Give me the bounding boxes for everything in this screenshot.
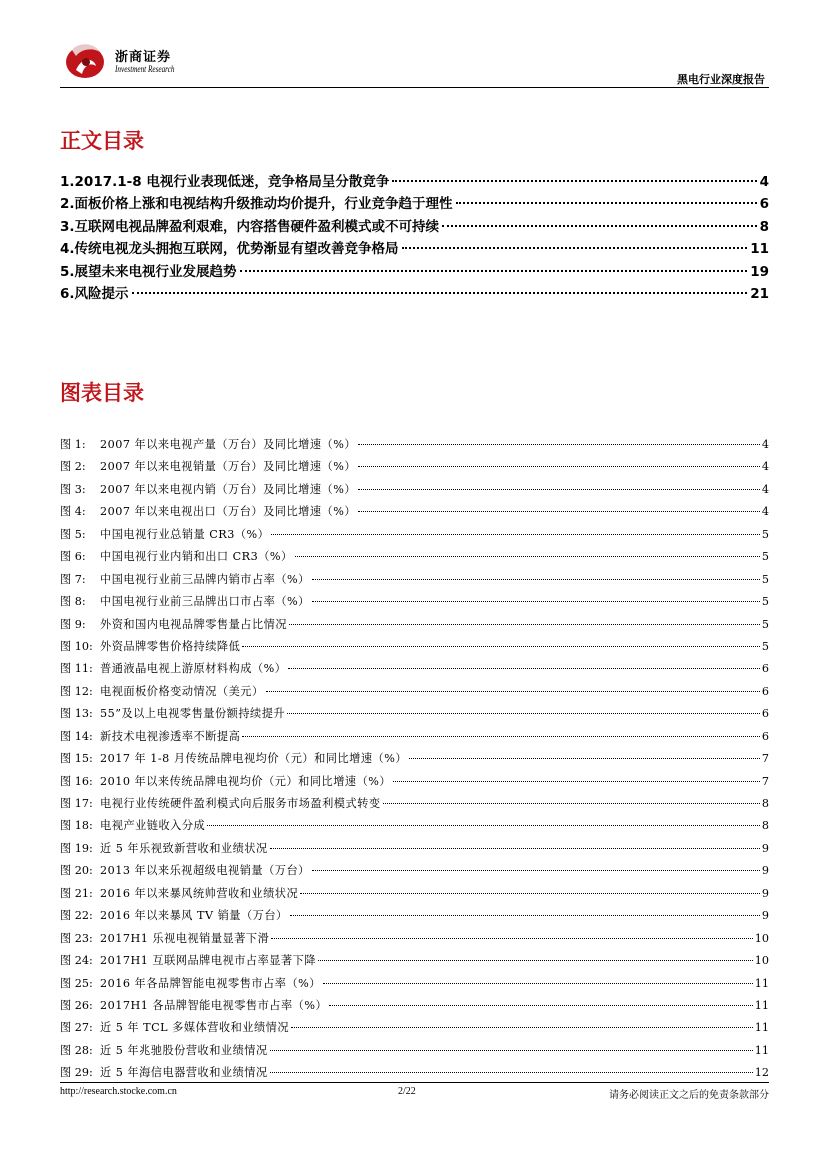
figure-entry-label: 图 21: xyxy=(60,886,93,900)
figure-entry-label: 图 2: xyxy=(60,460,86,474)
figure-entry[interactable] xyxy=(60,1042,769,1064)
dot-leader xyxy=(270,1072,753,1073)
figure-entry-page: 4 xyxy=(761,482,769,496)
dot-leader xyxy=(207,825,760,826)
toc-entry-title: 面板价格上涨和电视结构升级推动均价提升，行业竞争趋于理性 xyxy=(74,196,453,213)
figure-entry-page: 6 xyxy=(761,662,769,676)
footer-divider xyxy=(60,1082,769,1083)
figure-entry-page: 11 xyxy=(754,1043,769,1057)
dot-leader xyxy=(287,713,760,714)
figure-entry-title: 中国电视行业前三品牌内销市占率（%） xyxy=(100,572,310,586)
figure-entry-title: 电视行业传统硬件盈利模式向后服务市场盈利模式转变 xyxy=(100,797,381,810)
figure-entry-title: 中国电视行业总销量 CR3（%） xyxy=(100,527,270,541)
figure-entry-label: 图 24: xyxy=(60,954,93,968)
figure-entry[interactable] xyxy=(60,1064,769,1086)
figure-entry[interactable] xyxy=(60,526,769,548)
figure-entry[interactable] xyxy=(60,593,769,615)
toc-entry-number: 3. xyxy=(60,218,75,235)
figure-entry-label: 图 12: xyxy=(60,684,93,698)
dot-leader xyxy=(300,893,760,894)
dot-leader xyxy=(383,803,760,804)
toc-entry-page: 6 xyxy=(759,196,769,213)
dot-leader xyxy=(312,579,760,580)
disclaimer-note: 请务必阅读正文之后的免责条款部分 xyxy=(609,1090,769,1101)
figure-entry-page: 9 xyxy=(761,886,769,900)
dot-leader xyxy=(270,1050,753,1051)
dot-leader xyxy=(442,225,757,227)
logo-chinese-name: 浙商证券 xyxy=(115,50,172,65)
figure-entry-page: 10 xyxy=(754,954,769,968)
figure-entry-label: 图 18: xyxy=(60,819,93,833)
dot-leader xyxy=(271,938,752,939)
toc-entry-title: 风险提示 xyxy=(74,285,129,302)
figure-entry-title: 中国电视行业前三品牌出口市占率（%） xyxy=(100,595,310,609)
figure-entry-page: 10 xyxy=(754,931,769,945)
dot-leader xyxy=(358,489,760,490)
figure-entry-page: 7 xyxy=(761,774,769,788)
dot-leader xyxy=(409,758,760,759)
dot-leader xyxy=(291,1027,753,1028)
dot-leader xyxy=(266,691,760,692)
list-of-figures xyxy=(60,436,769,1087)
toc-entry-page: 19 xyxy=(750,263,769,280)
toc-entry-page: 8 xyxy=(759,218,769,235)
dot-leader xyxy=(312,870,760,871)
figure-entry-title: 2016 年各品牌智能电视零售市占率（%） xyxy=(100,976,321,990)
figure-entry[interactable] xyxy=(60,616,769,638)
dot-leader xyxy=(132,292,748,294)
figure-entry-title: 2007 年以来电视销量（万台）及同比增速（%） xyxy=(100,460,357,474)
figure-entry[interactable] xyxy=(60,862,769,884)
toc-entry-title: 展望未来电视行业发展趋势 xyxy=(74,263,237,280)
figure-entry-label: 图 4: xyxy=(60,505,86,519)
figure-entry[interactable] xyxy=(60,436,769,458)
logo-emblem-icon xyxy=(64,40,106,80)
toc-entry[interactable] xyxy=(60,192,769,214)
company-logo xyxy=(64,40,224,80)
figure-entry-label: 图 22: xyxy=(60,909,93,923)
figure-entry[interactable] xyxy=(60,840,769,862)
figure-entry-title: 55”及以上电视零售量份额持续提升 xyxy=(100,707,286,721)
dot-leader xyxy=(289,624,760,625)
figure-entry[interactable] xyxy=(60,638,769,660)
dot-leader xyxy=(290,915,760,916)
figure-entry-title: 近 5 年兆驰股份营收和业绩情况 xyxy=(100,1043,268,1057)
figure-entry[interactable] xyxy=(60,481,769,503)
figure-entry-page: 6 xyxy=(761,684,769,698)
dot-leader xyxy=(323,983,753,984)
figure-entry-label: 图 14: xyxy=(60,729,93,743)
figure-entry-label: 图 19: xyxy=(60,841,93,855)
figure-entry-title: 2017H1 乐视电视销量显著下滑 xyxy=(100,931,270,945)
dot-leader xyxy=(270,848,760,849)
figure-entry[interactable] xyxy=(60,817,769,839)
page-number: 2/22 xyxy=(398,1086,416,1097)
toc-entry-number: 1. xyxy=(60,174,75,190)
dot-leader xyxy=(295,556,760,557)
figure-entry-title: 2007 年以来电视出口（万台）及同比增速（%） xyxy=(100,505,357,519)
figure-entry[interactable] xyxy=(60,795,769,817)
figure-entry[interactable] xyxy=(60,503,769,525)
figure-entry-label: 图 5: xyxy=(60,527,86,541)
dot-leader xyxy=(358,444,760,445)
figure-entry-title: 2007 年以来电视内销（万台）及同比增速（%） xyxy=(100,482,357,496)
figure-entry-label: 图 28: xyxy=(60,1043,93,1057)
figure-entry-page: 9 xyxy=(761,841,769,855)
dot-leader xyxy=(393,781,760,782)
figure-entry-page: 11 xyxy=(754,998,769,1012)
figure-entry-title: 近 5 年乐视致新营收和业绩状况 xyxy=(100,841,268,855)
figure-entry-page: 6 xyxy=(761,729,769,743)
figure-entry-label: 图 11: xyxy=(60,662,93,676)
toc-entry-title: 传统电视龙头拥抱互联网，优势渐显有望改善竞争格局 xyxy=(74,241,399,258)
figure-entry-title: 2016 年以来暴风统帅营收和业绩状况 xyxy=(100,886,299,900)
figure-entry-page: 8 xyxy=(761,797,769,810)
figure-entry[interactable] xyxy=(60,975,769,997)
figure-entry[interactable] xyxy=(60,930,769,952)
toc-entry-title: 2017.1-8 电视行业表现低迷，竞争格局呈分散竞争 xyxy=(74,174,390,190)
figure-entry-page: 5 xyxy=(761,639,769,653)
toc-entry[interactable] xyxy=(60,260,769,282)
figure-entry-title: 外资品牌零售价格持续降低 xyxy=(100,639,241,653)
figures-title: 图表目录 xyxy=(60,381,144,405)
dot-leader xyxy=(240,270,748,272)
toc-entry-number: 2. xyxy=(60,196,75,213)
footer-url[interactable]: http://research.stocke.com.cn xyxy=(60,1086,177,1097)
figure-entry[interactable] xyxy=(60,885,769,907)
figure-entry-label: 图 15: xyxy=(60,752,93,766)
figure-entry-title: 外资和国内电视品牌零售量占比情况 xyxy=(100,617,288,631)
toc-entry-page: 4 xyxy=(759,174,769,190)
figure-entry-page: 4 xyxy=(761,438,769,451)
figure-entry-label: 图 23: xyxy=(60,931,93,945)
figure-entry-title: 电视产业链收入分成 xyxy=(100,819,206,833)
logo-english-name: Investment Research xyxy=(115,64,175,74)
figure-entry-label: 图 10: xyxy=(60,639,93,653)
toc-entry-number: 5. xyxy=(60,263,75,280)
figure-entry-label: 图 20: xyxy=(60,864,93,878)
toc-entry-number: 4. xyxy=(60,241,75,258)
dot-leader xyxy=(456,202,757,204)
figure-entry-page: 7 xyxy=(761,752,769,766)
figure-entry-page: 6 xyxy=(761,707,769,721)
figure-entry-title: 电视面板价格变动情况（美元） xyxy=(100,684,264,698)
figure-entry[interactable] xyxy=(60,705,769,727)
dot-leader xyxy=(358,511,760,512)
figure-entry[interactable] xyxy=(60,458,769,480)
dot-leader xyxy=(242,736,760,737)
toc-entry[interactable] xyxy=(60,237,769,259)
toc-entry-page: 11 xyxy=(750,241,769,258)
dot-leader xyxy=(358,466,760,467)
figure-entry[interactable] xyxy=(60,728,769,750)
figure-entry[interactable] xyxy=(60,952,769,974)
figure-entry-title: 2016 年以来暴风 TV 销量（万台） xyxy=(100,909,288,923)
figure-entry-page: 11 xyxy=(754,1021,769,1035)
dot-leader xyxy=(271,534,760,535)
figure-entry-label: 图 26: xyxy=(60,998,93,1012)
figure-entry-label: 图 8: xyxy=(60,595,86,609)
dot-leader xyxy=(288,668,759,669)
figure-entry-page: 4 xyxy=(761,505,769,519)
figure-entry-page: 12 xyxy=(754,1066,769,1080)
figure-entry-page: 9 xyxy=(761,909,769,923)
figure-entry[interactable] xyxy=(60,773,769,795)
figure-entry-title: 2017H1 互联网品牌电视市占率显著下降 xyxy=(100,954,317,968)
toc-title: 正文目录 xyxy=(60,129,144,153)
figure-entry-label: 图 1: xyxy=(60,438,86,451)
figure-entry[interactable] xyxy=(60,683,769,705)
figure-entry-page: 5 xyxy=(761,527,769,541)
figure-entry-label: 图 3: xyxy=(60,482,86,496)
figure-entry-title: 2017 年 1-8 月传统品牌电视均价（元）和同比增速（%） xyxy=(100,752,408,766)
figure-entry-label: 图 6: xyxy=(60,550,86,564)
figure-entry-page: 5 xyxy=(761,617,769,631)
dot-leader xyxy=(312,601,760,602)
figure-entry-page: 8 xyxy=(761,819,769,833)
figure-entry[interactable] xyxy=(60,660,769,682)
toc-entry-number: 6. xyxy=(60,285,75,302)
figure-entry-title: 2007 年以来电视产量（万台）及同比增速（%） xyxy=(100,438,357,451)
figure-entry-title: 近 5 年海信电器营收和业绩情况 xyxy=(100,1066,268,1080)
figure-entry-title: 近 5 年 TCL 多媒体营收和业绩情况 xyxy=(100,1021,290,1035)
figure-entry-title: 2010 年以来传统品牌电视均价（元）和同比增速（%） xyxy=(100,774,392,788)
toc-entry[interactable] xyxy=(60,170,769,192)
dot-leader xyxy=(242,646,760,647)
figure-entry-label: 图 7: xyxy=(60,572,86,586)
figure-entry-label: 图 9: xyxy=(60,617,86,631)
toc-entry-title: 互联网电视品牌盈利艰难，内容搭售硬件盈利模式或不可持续 xyxy=(74,218,440,235)
figure-entry-label: 图 13: xyxy=(60,707,93,721)
figure-entry[interactable] xyxy=(60,907,769,929)
dot-leader xyxy=(402,247,748,249)
figure-entry-page: 11 xyxy=(754,976,769,990)
toc-entry[interactable] xyxy=(60,215,769,237)
toc-entry[interactable] xyxy=(60,282,769,304)
figure-entry-page: 5 xyxy=(761,550,769,564)
figure-entry-title: 普通液晶电视上游原材料构成（%） xyxy=(100,662,287,676)
figure-entry-label: 图 29: xyxy=(60,1066,93,1080)
figure-entry-label: 图 16: xyxy=(60,774,93,788)
report-type-label: 黑电行业深度报告 xyxy=(677,73,765,86)
dot-leader xyxy=(329,1005,753,1006)
table-of-contents xyxy=(60,170,769,304)
figure-entry-page: 4 xyxy=(761,460,769,474)
figure-entry-page: 9 xyxy=(761,864,769,878)
figure-entry-page: 5 xyxy=(761,595,769,609)
figure-entry[interactable] xyxy=(60,571,769,593)
dot-leader xyxy=(318,960,753,961)
figure-entry[interactable] xyxy=(60,1019,769,1041)
figure-entry-page: 5 xyxy=(761,572,769,586)
dot-leader xyxy=(392,180,756,182)
figure-entry-title: 2017H1 各品牌智能电视零售市占率（%） xyxy=(100,998,328,1012)
figure-entry-title: 中国电视行业内销和出口 CR3（%） xyxy=(100,550,293,564)
figure-entry-label: 图 27: xyxy=(60,1021,93,1035)
figure-entry[interactable] xyxy=(60,750,769,772)
figure-entry-label: 图 25: xyxy=(60,976,93,990)
figure-entry[interactable] xyxy=(60,997,769,1019)
figure-entry-label: 图 17: xyxy=(60,797,93,810)
header-divider xyxy=(60,87,769,88)
toc-entry-page: 21 xyxy=(750,285,769,302)
figure-entry-title: 新技术电视渗透率不断提高 xyxy=(100,729,241,743)
figure-entry-title: 2013 年以来乐视超级电视销量（万台） xyxy=(100,864,310,878)
figure-entry[interactable] xyxy=(60,548,769,570)
